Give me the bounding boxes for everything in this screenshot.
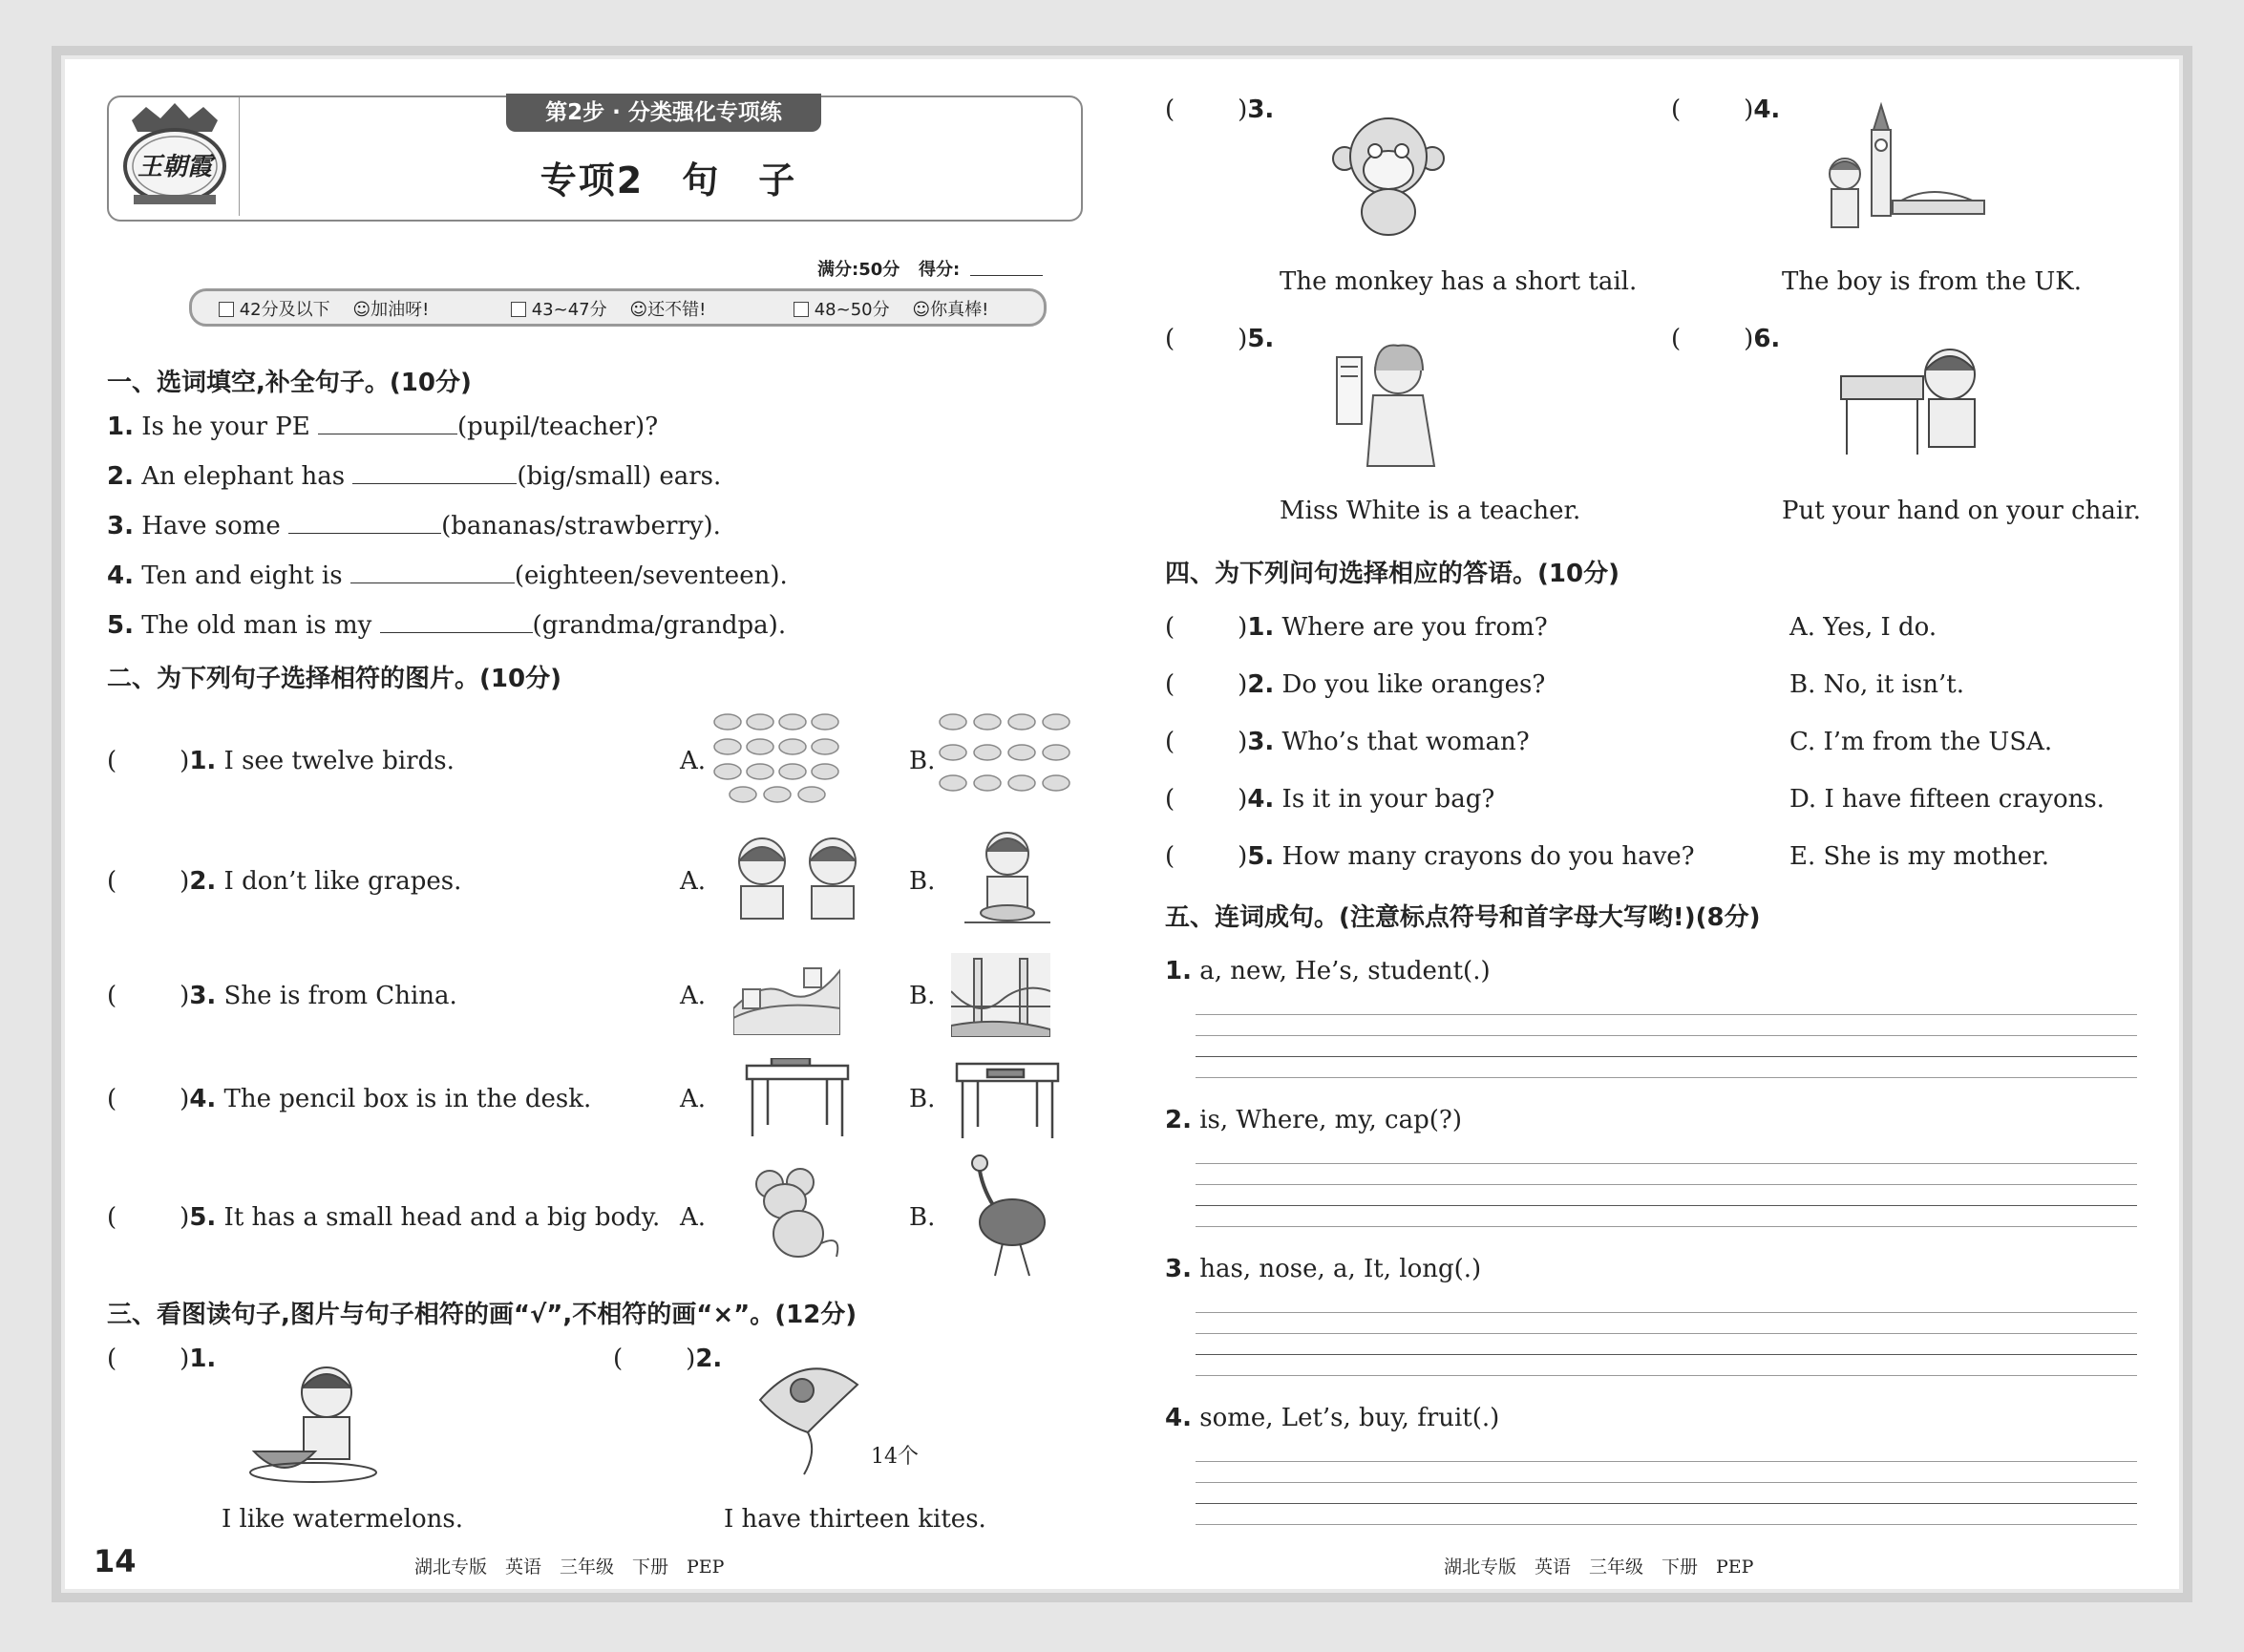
answer-blank[interactable] (288, 512, 441, 534)
full-score: 满分:50分 (817, 260, 900, 280)
s4-question-5: ( )5. How many crayons do you have? (1165, 842, 1695, 871)
s1-item-2: 2. An elephant has (big/small) ears. (107, 462, 722, 491)
option-a-label: A. (680, 982, 707, 1010)
s3-item-6: ( )6. (1671, 325, 1781, 353)
option-b-label: B. (909, 867, 936, 896)
smile-icon: ☺ (629, 300, 648, 320)
s1-item-5: 5. The old man is my (grandma/grandpa). (107, 611, 787, 640)
grade-range: 42分及以下 (239, 300, 330, 320)
grade-comment: 加油呀! (370, 300, 430, 320)
option-a-label: A. (680, 1203, 707, 1232)
s2-item-4: ( )4. The pencil box is in the desk. (107, 1085, 592, 1113)
s2-item-2: ( )2. I don’t like grapes. (107, 867, 462, 896)
s4-answer-e: E. She is my mother. (1789, 842, 2049, 871)
s3-item-5: ( )5. (1165, 325, 1275, 353)
s3-item-1: ( )1. (107, 1345, 217, 1373)
s3-caption-5: Miss White is a teacher. (1280, 497, 1581, 525)
golden-gate-bridge-image (951, 953, 1050, 1041)
s5-item-2: 2. is, Where, my, cap(?) (1165, 1106, 1462, 1134)
mouse-image (751, 1167, 846, 1266)
s4-question-4: ( )4. Is it in your bag? (1165, 785, 1495, 814)
s1-item-4: 4. Ten and eight is (eighteen/seventeen). (107, 561, 788, 590)
s4-answer-c: C. I’m from the USA. (1789, 728, 2053, 756)
s4-answer-d: D. I have fifteen crayons. (1789, 785, 2105, 814)
boy-chair-image (1837, 342, 1990, 462)
birds-image-b (936, 709, 1077, 808)
smile-icon: ☺ (912, 300, 931, 320)
step-label: 第2步 · 分类强化专项练 (545, 100, 782, 125)
smile-icon: ☺ (352, 300, 371, 320)
kite-image (751, 1356, 865, 1480)
grade-2 (511, 296, 706, 321)
grade-bar (189, 288, 1047, 327)
option-a-label: A. (680, 1085, 707, 1113)
s3-caption-4: The boy is from the UK. (1782, 267, 2082, 296)
s1-item-3: 3. Have some (bananas/strawberry). (107, 512, 721, 540)
logo-text: 王朝霞 (137, 153, 212, 181)
desk-pencilbox-on-image (745, 1058, 850, 1140)
s4-answer-b: B. No, it isn’t. (1789, 670, 1964, 699)
children-eating-image (726, 833, 869, 924)
s2-item-3: ( )3. She is from China. (107, 982, 457, 1010)
s5-item-1: 1. a, new, He’s, student(.) (1165, 957, 1491, 985)
s3-note-2: 14个 (871, 1445, 919, 1469)
section3-title: 三、看图读句子,图片与句子相符的画“√”,不相符的画“×”。(12分) (107, 1301, 857, 1329)
s4-question-1: ( )1. Where are you from? (1165, 613, 1548, 642)
teacher-image (1335, 338, 1453, 472)
answer-blank[interactable] (352, 462, 517, 484)
grade-checkbox[interactable] (794, 302, 809, 317)
grade-comment: 你真棒! (930, 300, 989, 320)
section2-title: 二、为下列句子选择相符的图片。(10分) (107, 665, 561, 693)
grade-3 (794, 296, 988, 321)
grade-checkbox[interactable] (219, 302, 234, 317)
monkey-image (1331, 113, 1446, 241)
s3-caption-6: Put your hand on your chair. (1782, 497, 2142, 525)
s5-item-3: 3. has, nose, a, It, long(.) (1165, 1255, 1482, 1283)
page-number: 14 (94, 1543, 137, 1579)
logo-seal (113, 99, 237, 214)
step-banner (506, 94, 821, 132)
grade-range: 48~50分 (814, 300, 890, 320)
option-b-label: B. (909, 747, 936, 775)
option-b-label: B. (909, 1085, 936, 1113)
grade-range: 43~47分 (531, 300, 607, 320)
girl-with-grapes-image (964, 823, 1050, 932)
section1-title: 一、选词填空,补全句子。(10分) (107, 369, 472, 397)
great-wall-image (733, 951, 840, 1039)
footer-right: 湖北专版 英语 三年级 下册 PEP (1444, 1557, 1754, 1578)
s3-caption-3: The monkey has a short tail. (1280, 267, 1638, 296)
s3-item-3: ( )3. (1165, 95, 1275, 124)
s2-item-5: ( )5. It has a small head and a big body. (107, 1203, 661, 1232)
footer-left: 湖北专版 英语 三年级 下册 PEP (414, 1557, 725, 1578)
option-b-label: B. (909, 982, 936, 1010)
option-b-label: B. (909, 1203, 936, 1232)
option-a-label: A. (680, 747, 707, 775)
desk-pencilbox-in-image (955, 1060, 1060, 1142)
birds-image-a (710, 709, 844, 808)
ostrich-image (959, 1154, 1050, 1281)
s4-question-2: ( )2. Do you like oranges? (1165, 670, 1546, 699)
s3-item-2: ( )2. (613, 1345, 723, 1373)
header-divider (239, 97, 240, 216)
s4-question-3: ( )3. Who’s that woman? (1165, 728, 1530, 756)
s2-item-1: ( )1. I see twelve birds. (107, 747, 455, 775)
s3-item-4: ( )4. (1671, 95, 1781, 124)
s3-caption-1: I like watermelons. (222, 1505, 463, 1534)
section5-title: 五、连词成句。(注意标点符号和首字母大写哟!)(8分) (1165, 903, 1761, 932)
score-label: 得分: (919, 260, 961, 280)
s4-answer-a: A. Yes, I do. (1789, 613, 1937, 642)
answer-blank[interactable] (318, 413, 457, 434)
score-blank (970, 275, 1043, 276)
section4-title: 四、为下列问句选择相应的答语。(10分) (1165, 560, 1619, 588)
answer-blank[interactable] (350, 561, 515, 583)
grade-checkbox[interactable] (511, 302, 526, 317)
s1-item-1: 1. Is he your PE (pupil/teacher)? (107, 413, 659, 441)
boy-big-ben-image (1826, 101, 1986, 241)
grade-1 (219, 296, 429, 321)
grade-comment: 还不错! (647, 300, 707, 320)
s3-caption-2: I have thirteen kites. (724, 1505, 986, 1534)
s5-item-4: 4. some, Let’s, buy, fruit(.) (1165, 1404, 1500, 1432)
boy-watermelon-image (246, 1360, 380, 1488)
page-title: 专项2 句 子 (540, 159, 797, 201)
answer-blank[interactable] (380, 611, 533, 633)
option-a-label: A. (680, 867, 707, 896)
